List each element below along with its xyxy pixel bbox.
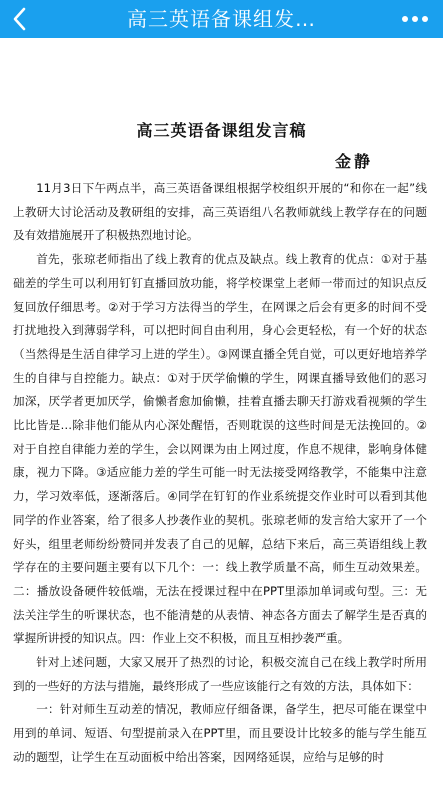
paragraph: 11月3日下午两点半，高三英语备课组根据学校组织开展的“和你在一起”线上教研大讨论活动及教研组的安排，高三英语组八名教师就线上教学存在的问题及有效措施展开了积极热烈地讨论。 — [13, 181, 427, 243]
paragraph: 一：针对师生互动差的情况，教师应仔细备课，备学生，把尽可能在课堂中用到的单词、短语、句型提前录入在PPT里，而且要设计比较多的能与学生能互动的题型，让学生在互动面板中给出答案，因网络延误，应给与足够的时 — [13, 702, 427, 764]
document-title: 高三英语备课组发言稿 — [136, 121, 307, 140]
document-author: 金静 — [334, 152, 373, 171]
paragraph: 针对上述问题，大家又展开了热烈的讨论，积极交流自己在线上教学时所用到的一些好的方法与措施，最终形成了一些应该能行之有效的方法，具体如下： — [13, 655, 427, 693]
more-dots-icon — [402, 16, 408, 22]
paragraph: 首先，张琼老师指出了线上教育的优点及缺点。线上教育的优点：①对于基础差的学生可以利用钉钉直播回放功能，将学校课堂上老师一带而过的知识点反复回放仔细思考。②对于学习方法得当的学生，在网课之后会有更多的时间不受打扰地投入到薄弱学科，可以把时间自由利用，身心会更轻松，有一个好的状态（当然得是生活自律学习上进的学生）。③网课直播全凭自觉，可以更好地培养学生的自律与自控能力。缺点：①对于厌学偷懒的学生，网课直播导致他们的恶习加深，厌学者更加厌学，偷懒者愈加偷懒，挂着直播去聊天打游戏看视频的学生比比皆是…除非他们能从内心深处醒悟，否则耽误的这些时间是无法挽回的。②对于自控自律能力差的学生，会以网课为由上网过度，作息不规律，影响身体健康，视力下降。③适应能力差的学生可能一时无法接受网络教学，不能集中注意力，学习效率低，逐渐落后。④同学在钉钉的作业系统提交作业时可以看到其他同学的作业答案，给了很多人抄袭作业的契机。张琼老师的发言给大家开了一个好头，组里老师纷纷赞同并发表了自己的见解，总结下来后，高三英语组线上教学存在的主要问题主要有以下几个：一：线上教学质量不高，师生互动效果差。二：播放设备硬件较低端，无法在授课过程中在PPT里添加单词或句型。三：无法关注学生的听课状态，也不能清楚的从表情、神态各方面去了解学生是否真的掌握所讲授的知识点。四：作业上交不积极，而且互相抄袭严重。 — [13, 252, 427, 646]
page-title: 高三英语备课组发… — [127, 7, 316, 31]
more-dots-icon — [412, 16, 418, 22]
top-bar — [0, 0, 443, 38]
chevron-left-icon — [10, 6, 30, 32]
back-button[interactable] — [4, 3, 36, 35]
document-body — [13, 177, 427, 770]
document-view[interactable] — [0, 38, 443, 800]
more-dots-icon — [422, 16, 428, 22]
more-button[interactable] — [393, 3, 437, 35]
